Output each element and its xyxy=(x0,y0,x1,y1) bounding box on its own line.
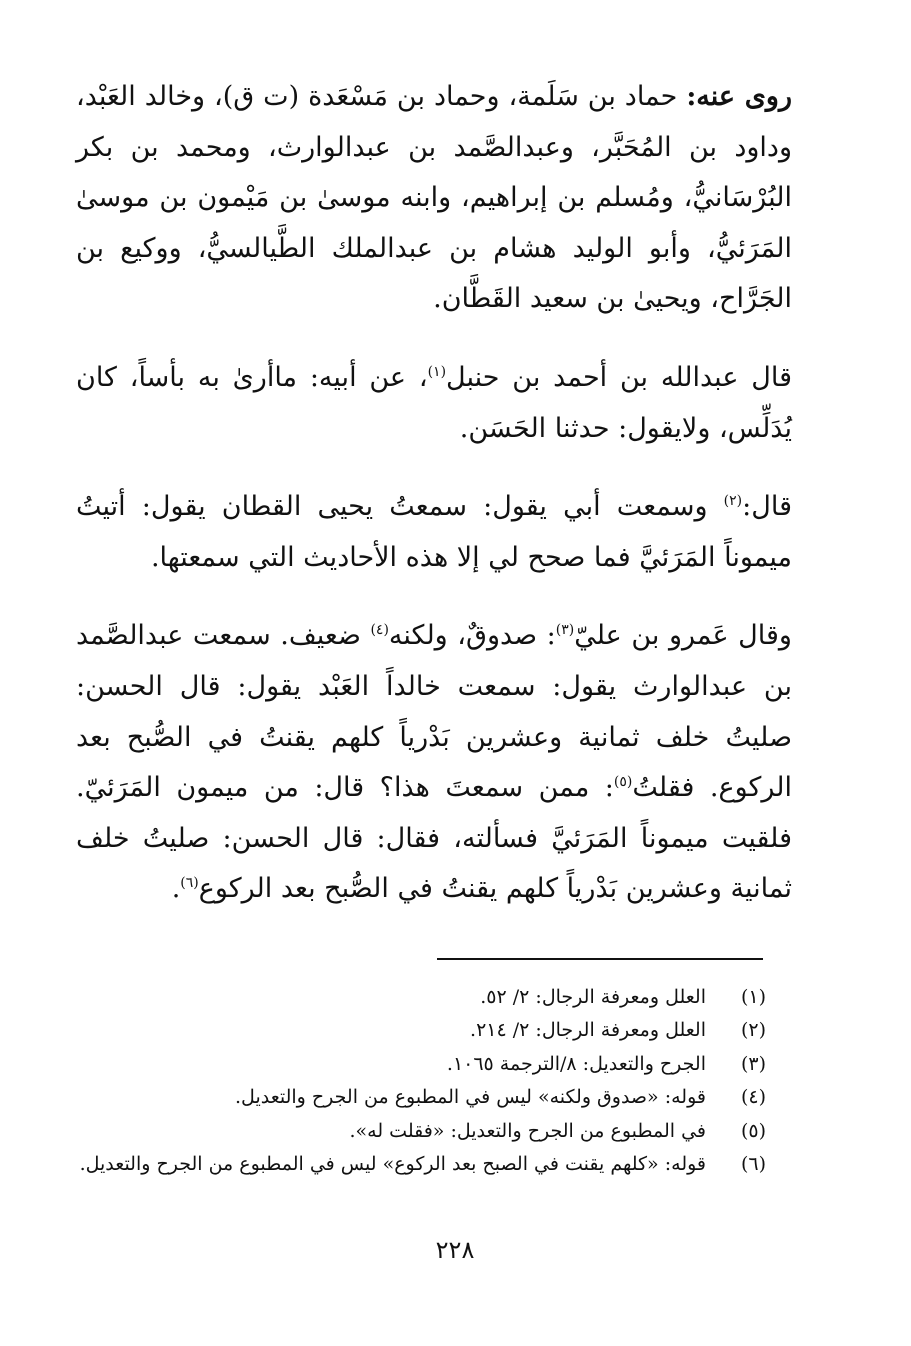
footnote-text: في المطبوع من الجرح والتعديل: «فقلت له». xyxy=(349,1119,706,1142)
footnote-separator xyxy=(437,958,763,960)
paragraph xyxy=(76,611,792,915)
footnote-text: قوله: «صدوق ولكنه» ليس في المطبوع من الجرح والتعديل. xyxy=(235,1086,706,1109)
text-run: وسمعت أبي يقول: سمعتُ يحيى القطان يقول: أتيتُ ميموناً المَرَئيَّ فما صحح لي إلا هذه الأحاديث التي سمعتها. xyxy=(76,491,792,573)
paragraph xyxy=(76,482,792,583)
footnote-ref: (٤) xyxy=(370,622,389,639)
footnote-ref: (٣) xyxy=(555,622,575,639)
footnotes xyxy=(76,981,766,1181)
text-run: وقال عَمرو بن عليّ xyxy=(574,620,792,652)
footnote-number: (٥) xyxy=(740,1119,766,1142)
footnote xyxy=(76,1048,766,1081)
footnote xyxy=(76,1081,766,1114)
text-run: : ممن سمعتَ هذا؟ قال: من ميمون المَرَئيّ. فلقيت ميموناً المَرَئيَّ فسألته، فقال: قال الحسن: صليتُ خلف ثمانية وعشرين بَدْرياً كلهم يقنتُ في الصُّبح بعد الركوع xyxy=(76,772,792,905)
footnote xyxy=(76,1148,766,1181)
footnote-text: الجرح والتعديل: ٨/الترجمة ١٠٦٥. xyxy=(446,1052,706,1075)
footnote xyxy=(76,981,766,1014)
paragraph xyxy=(76,72,792,325)
text-run: : صدوقٌ، ولكنه xyxy=(388,620,556,652)
footnote-number: (٣) xyxy=(740,1052,766,1075)
main-text xyxy=(76,72,792,915)
footnote-ref: (٥) xyxy=(613,774,633,791)
footnote-text: العلل ومعرفة الرجال: ٢/ ٥٢. xyxy=(480,986,706,1008)
text-run: ، عن أبيه: ماأرىٰ به بأساً، كان يُدَلِّس، ولايقول: حدثنا الحَسَن. xyxy=(76,361,792,444)
footnote-number: (٤) xyxy=(740,1086,766,1109)
footnote-number: (٦) xyxy=(740,1153,766,1176)
page-number: ٢٢٨ xyxy=(435,1236,475,1264)
text-run: قال: xyxy=(742,491,792,523)
footnote-text: قوله: «كلهم يقنت في الصبح بعد الركوع» ليس في المطبوع من الجرح والتعديل. xyxy=(79,1153,706,1176)
paragraph-lead: روى عنه: xyxy=(686,81,792,112)
text-run: ضعيف. سمعت عبدالصَّمد بن عبدالوارث يقول: سمعت خالداً العَبْد يقول: قال الحسن: صليتُ خلف ثمانية وعشرين بَدْرياً كلهم يقنتُ في الصُّبح بعد الركوع. فقلتُ xyxy=(76,620,793,804)
text-run: حماد بن سَلَمة، وحماد بن مَسْعَدة (ت ق)، وخالد العَبْد، وداود بن المُحَبَّر، وعبدالصَّمد بن عبدالوارث، ومحمد بن بكر البُرْسَانيُّ، ومُسلم بن إبراهيم، وابنه موسىٰ بن مَيْمون بن موسىٰ المَرَئيُّ، وأبو الوليد هشام بن عبدالملك الطَّيالسيُّ، ووكيع بن الجَرَّاح، ويحيىٰ بن سعيد القَطَّان. xyxy=(76,81,792,315)
footnote xyxy=(76,1014,766,1047)
footnote-number: (١) xyxy=(740,986,766,1008)
footnote-ref: (١) xyxy=(427,363,447,380)
footnote-ref: (٢) xyxy=(723,493,743,510)
text-run: قال عبدالله بن أحمد بن حنبل xyxy=(446,361,792,393)
paragraph xyxy=(76,353,792,454)
text-run: . xyxy=(171,873,181,905)
footnote-text: العلل ومعرفة الرجال: ٢/ ٢١٤. xyxy=(470,1019,706,1042)
footnote-number: (٢) xyxy=(740,1019,766,1042)
footnote xyxy=(76,1115,766,1148)
footnote-ref: (٦) xyxy=(180,875,199,892)
